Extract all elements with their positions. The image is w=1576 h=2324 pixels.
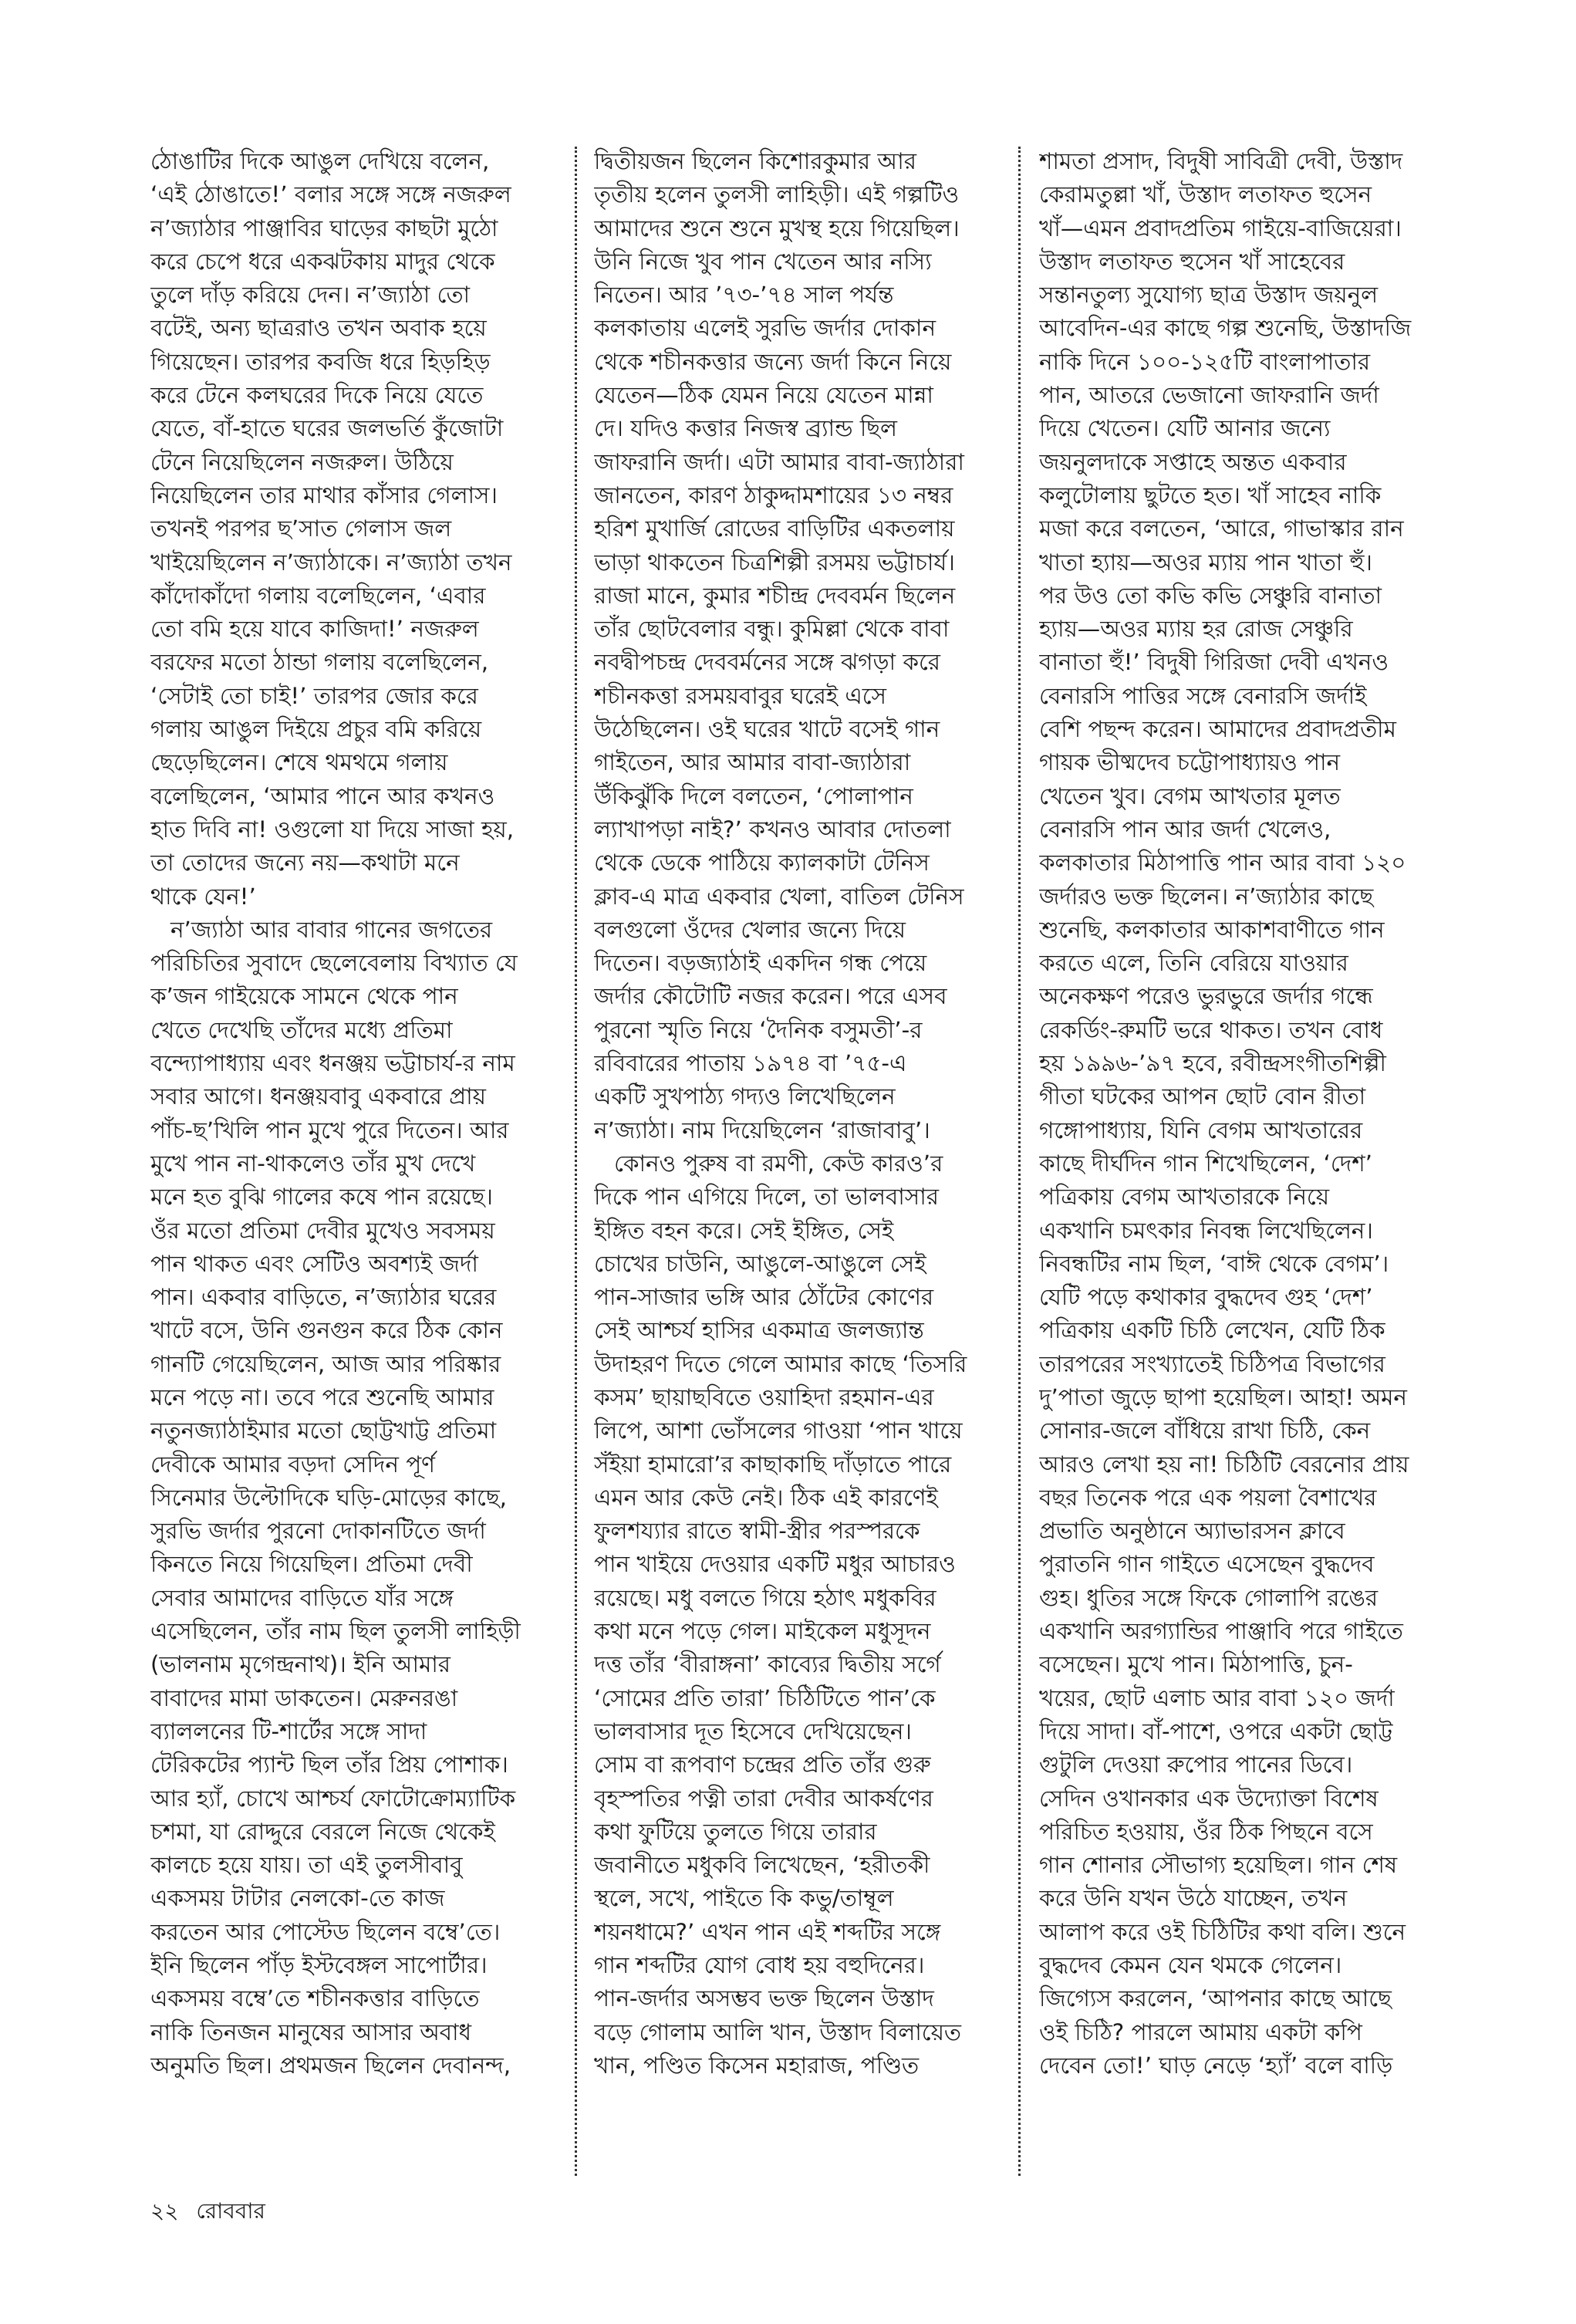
text-line: দেবেন তো!’ ঘাড় নেড়ে ‘হ্যাঁ’ বলে বাড়ি xyxy=(1039,2052,1393,2079)
text-line: একখানি অরগ্যান্ডির পাঞ্জাবি পরে গাইতে xyxy=(1039,1618,1403,1645)
text-line: টেনে নিয়েছিলেন নজরুল। উঠিয়ে xyxy=(150,448,454,475)
text-line: ব্যাললনের টি-শার্টের সঙ্গে সাদা xyxy=(150,1718,427,1745)
text-line: ‘এই ঠোঙাতে!’ বলার সঙ্গে সঙ্গে নজরুল xyxy=(150,181,511,208)
text-line: পর উও তো কভি কভি সেঞ্চুরি বানাতা xyxy=(1039,582,1382,609)
text-line: যেতেন—ঠিক যেমন নিয়ে যেতেন মান্না xyxy=(594,382,933,409)
text-line: কালচে হয়ে যায়। তা এই তুলসীবাবু xyxy=(150,1852,463,1879)
text-line: বেশি পছন্দ করেন। আমাদের প্রবাদপ্রতীম xyxy=(1039,716,1396,743)
text-line: গান শব্দটির যোগ বোধ হয় বহুদিনের। xyxy=(594,1952,925,1979)
text-column-2 xyxy=(594,145,1026,2082)
text-line: মনে পড়ে না। তবে পরে শুনেছি আমার xyxy=(150,1383,494,1410)
text-line: ওঁর মতো প্রতিমা দেবীর মুখেও সবসময় xyxy=(150,1217,495,1244)
text-line: নতুনজ্যাঠাইমার মতো ছোট্টখাট্ট প্রতিমা xyxy=(150,1417,497,1444)
text-line: (ভালনাম মৃগেন্দ্রনাথ)। ইনি আমার xyxy=(150,1651,451,1678)
text-line: মনে হত বুঝি গালের কষে পান রয়েছে। xyxy=(150,1184,493,1211)
text-line: খাতা হ্যায়—অওর ম্যায় পান খাতা হুঁ। xyxy=(1039,549,1372,576)
text-line: বেনারসি পাত্তির সঙ্গে বেনারসি জর্দাই xyxy=(1039,682,1367,709)
text-line: গলায় আঙুল দিইয়ে প্রচুর বমি করিয়ে xyxy=(150,716,482,743)
page-footer xyxy=(150,2196,276,2227)
text-line: ইঙ্গিত বহন করে। সেই ইঙ্গিত, সেই xyxy=(594,1217,894,1244)
text-line: জিগ্যেস করলেন, ‘আপনার কাছে আছে xyxy=(1039,1985,1392,2012)
text-line: জর্দারও ভক্ত ছিলেন। ন’জ্যাঠার কাছে xyxy=(1039,883,1374,910)
text-line: করতেন আর পোস্টেড ছিলেন বম্বে’তে। xyxy=(150,1918,501,1945)
text-line: গাইতেন, আর আমার বাবা-জ্যাঠারা xyxy=(594,749,911,776)
text-line: স্থলে, সখে, পাইতে কি কভু/তাম্বূল xyxy=(594,1885,894,1912)
text-line: বলগুলো ওঁদের খেলার জন্যে দিয়ে xyxy=(594,916,906,943)
text-line: একসময় টাটার নেলকো-তে কাজ xyxy=(150,1885,445,1912)
text-line: উস্তাদ লতাফত হুসেন খাঁ সাহেবের xyxy=(1039,248,1345,275)
magazine-name: রোববার xyxy=(196,2198,265,2224)
text-line: খেতেন খুব। বেগম আখতার মূলত xyxy=(1039,782,1341,809)
text-line: হয় ১৯৯৬-’৯৭ হবে, রবীন্দ্রসংগীতশিল্পী xyxy=(1039,1050,1386,1077)
text-line: তারপরের সংখ্যাতেই চিঠিপত্র বিভাগের xyxy=(1039,1350,1385,1377)
text-line: গুহ। ধুতির সঙ্গে ফিকে গোলাপি রঙের xyxy=(1039,1584,1378,1611)
text-line: খাটে বসে, উনি গুনগুন করে ঠিক কোন xyxy=(150,1317,503,1344)
text-line: গঙ্গোপাধ্যায়, যিনি বেগম আখতারের xyxy=(1039,1116,1363,1143)
text-line: দ্বিতীয়জন ছিলেন কিশোরকুমার আর xyxy=(594,148,916,174)
text-line: ন’জ্যাঠা। নাম দিয়েছিলেন ‘রাজাবাবু’। xyxy=(594,1116,930,1143)
text-line: মজা করে বলতেন, ‘আরে, গাভাস্কার রান xyxy=(1039,515,1404,542)
text-line: দত্ত তাঁর ‘বীরাঙ্গনা’ কাব্যের দ্বিতীয় সর্গে xyxy=(594,1651,941,1678)
text-line: পুরাতনি গান গাইতে এসেছেন বুদ্ধদেব xyxy=(1039,1551,1375,1578)
text-line: শচীনকত্তা রসময়বাবুর ঘরেই এসে xyxy=(594,682,886,709)
text-line: হাত দিবি না! ওগুলো যা দিয়ে সাজা হয়, xyxy=(150,816,515,843)
text-line: টেরিকটের প্যান্ট ছিল তাঁর প্রিয় পোশাক। xyxy=(150,1751,508,1778)
text-line: পান থাকত এবং সেটিও অবশ্যই জর্দা xyxy=(150,1250,478,1277)
text-line: বেনারসি পান আর জর্দা খেলেও, xyxy=(1039,816,1331,843)
text-line: পুরনো স্মৃতি নিয়ে ‘দৈনিক বসুমতী’-র xyxy=(594,1016,923,1043)
text-line: করে উনি যখন উঠে যাচ্ছেন, তখন xyxy=(1039,1885,1348,1912)
column-divider xyxy=(1018,147,1021,2176)
text-line: উঁকিঝুঁকি দিলে বলতেন, ‘পোলাপান xyxy=(594,782,913,809)
text-line: দেবীকে আমার বড়দা সেদিন পূর্ণ xyxy=(150,1451,435,1478)
text-line: ‘সোমের প্রতি তারা’ চিঠিটিতে পান’কে xyxy=(594,1684,936,1711)
text-line: রেকর্ডিং-রুমটি ভরে থাকত। তখন বোধ xyxy=(1039,1016,1383,1043)
text-line: বসেছেন। মুখে পান। মিঠাপাত্তি, চুন- xyxy=(1039,1651,1353,1678)
text-line: জয়নুলদাকে সপ্তাহে অন্তত একবার xyxy=(1039,448,1347,475)
text-line: ছেড়েছিলেন। শেষে থমথমে গলায় xyxy=(150,749,448,776)
text-line: ইনি ছিলেন পাঁড় ইস্টবেঙ্গল সাপোর্টার। xyxy=(150,1952,488,1979)
text-line: কলকাতায় এলেই সুরভি জর্দার দোকান xyxy=(594,315,936,342)
text-line: খান, পণ্ডিত কিসেন মহারাজ, পণ্ডিত xyxy=(594,2052,920,2079)
text-line: দিতেন। বড়জ্যাঠাই একদিন গন্ধ পেয়ে xyxy=(594,950,927,977)
text-line: ভালবাসার দূত হিসেবে দেখিয়েছেন। xyxy=(594,1718,912,1745)
text-line: ঠোঙাটির দিকে আঙুল দেখিয়ে বলেন, xyxy=(150,148,490,174)
text-line: তুলে দাঁড় করিয়ে দেন। ন’জ্যাঠা তো xyxy=(150,282,471,309)
text-line: ক’জন গাইয়েকে সামনে থেকে পান xyxy=(150,983,458,1010)
text-line: কাছে দীর্ঘদিন গান শিখেছিলেন, ‘দেশ’ xyxy=(1039,1150,1372,1177)
text-line: সঁইয়া হামারো’র কাছাকাছি দাঁড়াতে পারে xyxy=(594,1451,952,1478)
text-line: ওই চিঠি? পারলে আমায় একটা কপি xyxy=(1039,2018,1362,2045)
text-line: কলুটোলায় ছুটতে হত। খাঁ সাহেব নাকি xyxy=(1039,481,1382,508)
text-line: খাইয়েছিলেন ন’জ্যাঠাকে। ন’জ্যাঠা তখন xyxy=(150,549,512,576)
text-line: হ্যায়—অওর ম্যায় হর রোজ সেঞ্চুরি xyxy=(1039,616,1353,643)
text-line: খাঁ—এমন প্রবাদপ্রতিম গাইয়ে-বাজিয়েরা। xyxy=(1039,214,1402,242)
text-line: লিপে, আশা ভোঁসলের গাওয়া ‘পান খায়ে xyxy=(594,1417,963,1444)
text-line: বছর তিনেক পরে এক পয়লা বৈশাখের xyxy=(1039,1484,1377,1511)
text-line: গান শোনার সৌভাগ্য হয়েছিল। গান শেষ xyxy=(1039,1852,1398,1879)
text-line: পান, আতরে ভেজানো জাফরানি জর্দা xyxy=(1039,382,1379,409)
text-line: কলকাতার মিঠাপাত্তি পান আর বাবা ১২০ xyxy=(1039,850,1406,877)
text-line: বুদ্ধদেব কেমন যেন থমকে গেলেন। xyxy=(1039,1952,1342,1979)
text-line: পরিচিত হওয়ায়, ওঁর ঠিক পিছনে বসে xyxy=(1039,1818,1373,1845)
text-line: গুটুলি দেওয়া রুপোর পানের ডিবে। xyxy=(1039,1751,1353,1778)
text-line: জবানীতে মধুকবি লিখেছেন, ‘হরীতকী xyxy=(594,1852,930,1879)
text-line: চশমা, যা রোদ্দুরে বেরলে নিজে থেকেই xyxy=(150,1818,495,1845)
text-line: নিবন্ধটির নাম ছিল, ‘বাঈ থেকে বেগম’। xyxy=(1039,1250,1389,1277)
text-column-3 xyxy=(1039,145,1471,2082)
text-line: যেতে, বাঁ-হাতে ঘরের জলভর্তি কুঁজোটা xyxy=(150,415,504,442)
text-line: তৃতীয় হলেন তুলসী লাহিড়ী। এই গল্পটিও xyxy=(594,181,960,208)
text-line: কাঁদোকাঁদো গলায় বলেছিলেন, ‘এবার xyxy=(150,582,486,609)
text-line: বৃহস্পতির পত্নী তারা দেবীর আকর্ষণের xyxy=(594,1785,933,1812)
text-line: গানটি গেয়েছিলেন, আজ আর পরিষ্কার xyxy=(150,1350,501,1377)
text-line: ল্যাখাপড়া নাই?’ কখনও আবার দোতলা xyxy=(594,816,951,843)
text-line: পান-সাজার ভঙ্গি আর ঠোঁটের কোণের xyxy=(594,1284,934,1311)
text-line: তো বমি হয়ে যাবে কাজিদা!’ নজরুল xyxy=(150,616,479,643)
text-line: খেতে দেখেছি তাঁদের মধ্যে প্রতিমা xyxy=(150,1016,453,1043)
text-line: দু’পাতা জুড়ে ছাপা হয়েছিল। আহা! অমন xyxy=(1039,1383,1407,1410)
text-line: উনি নিজে খুব পান খেতেন আর নস্যি xyxy=(594,248,932,275)
text-line: নিয়েছিলেন তার মাথার কাঁসার গেলাস। xyxy=(150,481,498,508)
text-line: গায়ক ভীষ্মদেব চট্টোপাধ্যায়ও পান xyxy=(1039,749,1341,776)
column-divider xyxy=(575,147,577,2176)
text-line: বলেছিলেন, ‘আমার পানে আর কখনও xyxy=(150,782,495,809)
page-number: ২২ xyxy=(150,2198,179,2224)
text-line: আলাপ করে ওই চিঠিটির কথা বলি। শুনে xyxy=(1039,1918,1406,1945)
text-line: একসময় বম্বে’তে শচীনকত্তার বাড়িতে xyxy=(150,1985,480,2012)
text-line: বন্দ্যোপাধ্যায় এবং ধনঞ্জয় ভট্টাচার্য-র নাম xyxy=(150,1050,515,1077)
text-line: দিয়ে খেতেন। যেটি আনার জন্যে xyxy=(1039,415,1331,442)
text-line: নবদ্বীপচন্দ্র দেববর্মনের সঙ্গে ঝগড়া করে xyxy=(594,649,940,676)
text-line: রয়েছে। মধু বলতে গিয়ে হঠাৎ মধুকবির xyxy=(594,1584,936,1611)
text-line: বানাতা হুঁ!’ বিদুষী গিরিজা দেবী এখনও xyxy=(1039,649,1389,676)
text-line: দিয়ে সাদা। বাঁ-পাশে, ওপরে একটা ছোট্ট xyxy=(1039,1718,1393,1745)
text-line: সন্তানতুল্য সুযোগ্য ছাত্র উস্তাদ জয়নুল xyxy=(1039,282,1379,309)
text-line: পরিচিতির সুবাদে ছেলেবেলায় বিখ্যাত যে xyxy=(150,950,518,977)
text-line: থেকে ডেকে পাঠিয়ে ক্যালকাটা টেনিস xyxy=(594,850,930,877)
text-line: শয়নধামে?’ এখন পান এই শব্দটির সঙ্গে xyxy=(594,1918,941,1945)
text-line: দে। যদিও কত্তার নিজস্ব ব্র্যান্ড ছিল xyxy=(594,415,897,442)
text-line: কিনতে নিয়ে গিয়েছিল। প্রতিমা দেবী xyxy=(150,1551,473,1578)
text-line: থাকে যেন!’ xyxy=(150,883,256,910)
text-line: বটেই, অন্য ছাত্ররাও তখন অবাক হয়ে xyxy=(150,315,487,342)
text-line: উঠেছিলেন। ওই ঘরের খাটে বসেই গান xyxy=(594,716,940,743)
text-line: নাকি দিনে ১০০-১২৫টি বাংলাপাতার xyxy=(1039,348,1371,375)
text-line: কসম’ ছায়াছবিতে ওয়াহিদা রহমান-এর xyxy=(594,1383,934,1410)
text-line: সুরভি জর্দার পুরনো দোকানটিতে জর্দা xyxy=(150,1518,486,1545)
text-line: করে টেনে কলঘরের দিকে নিয়ে যেতে xyxy=(150,382,484,409)
text-line: গিয়েছেন। তারপর কবজি ধরে হিড়হিড় xyxy=(150,348,491,375)
text-line: আবেদিন-এর কাছে গল্প শুনেছি, উস্তাদজি xyxy=(1039,315,1412,342)
text-line: তাঁর ছোটবেলার বন্ধু। কুমিল্লা থেকে বাবা xyxy=(594,616,950,643)
text-line: প্রভাতি অনুষ্ঠানে অ্যাভারসন ক্লাবে xyxy=(1039,1518,1345,1545)
text-line: পান-জর্দার অসম্ভব ভক্ত ছিলেন উস্তাদ xyxy=(594,1985,934,2012)
text-line: যেটি পড়ে কথাকার বুদ্ধদেব গুহ ‘দেশ’ xyxy=(1039,1284,1373,1311)
text-line: তা তোদের জন্যে নয়—কথাটা মনে xyxy=(150,850,460,877)
text-line: সেই আশ্চর্য হাসির একমাত্র জলজ্যান্ত xyxy=(594,1317,924,1344)
text-line: গীতা ঘটকের আপন ছোট বোন রীতা xyxy=(1039,1083,1366,1110)
text-line: থেকে শচীনকত্তার জন্যে জর্দা কিনে নিয়ে xyxy=(594,348,952,375)
text-line: একখানি চমৎকার নিবন্ধ লিখেছিলেন। xyxy=(1039,1217,1373,1244)
text-line: করতে এলে, তিনি বেরিয়ে যাওয়ার xyxy=(1039,950,1348,977)
text-line: অনেকক্ষণ পরেও ভুরভুরে জর্দার গন্ধে xyxy=(1039,983,1373,1010)
text-line: অনুমতি ছিল। প্রথমজন ছিলেন দেবানন্দ, xyxy=(150,2052,511,2079)
text-line: বরফের মতো ঠান্ডা গলায় বলেছিলেন, xyxy=(150,649,489,676)
text-line: নাকি তিনজন মানুষের আসার অবাধ xyxy=(150,2018,472,2045)
text-line: সবার আগে। ধনঞ্জয়বাবু একবারে প্রায় xyxy=(150,1083,486,1110)
text-line: নিতেন। আর ’৭৩-’৭৪ সাল পর্যন্ত xyxy=(594,282,894,309)
text-line: সিনেমার উল্টোদিকে ঘড়ি-মোড়ের কাছে, xyxy=(150,1484,507,1511)
text-line: করে চেপে ধরে একঝটকায় মাদুর থেকে xyxy=(150,248,495,275)
text-line: আরও লেখা হয় না! চিঠিটি বেরনোর প্রায় xyxy=(1039,1451,1409,1478)
text-line: এমন আর কেউ নেই। ঠিক এই কারণেই xyxy=(594,1484,938,1511)
text-line: চোখের চাউনি, আঙুলে-আঙুলে সেই xyxy=(594,1250,926,1277)
text-line: ন’জ্যাঠা আর বাবার গানের জগতের xyxy=(170,916,493,943)
text-line: এসেছিলেন, তাঁর নাম ছিল তুলসী লাহিড়ী xyxy=(150,1618,521,1645)
text-line: পান। একবার বাড়িতে, ন’জ্যাঠার ঘরের xyxy=(150,1284,497,1311)
text-line: হরিশ মুখার্জি রোডের বাড়িটির একতলায় xyxy=(594,515,955,542)
text-line: কথা ফুটিয়ে তুলতে গিয়ে তারার xyxy=(594,1818,877,1845)
text-line: ‘সেটাই তো চাই!’ তারপর জোর করে xyxy=(150,682,478,709)
text-line: একটি সুখপাঠ্য গদ্যও লিখেছিলেন xyxy=(594,1083,896,1110)
text-line: বাবাদের মামা ডাকতেন। মেরুনরঙা xyxy=(150,1684,458,1711)
text-line: সেবার আমাদের বাড়িতে যাঁর সঙ্গে xyxy=(150,1584,454,1611)
text-line: আর হ্যাঁ, চোখে আশ্চর্য ফোটোক্রোম্যাটিক xyxy=(150,1785,516,1812)
text-line: দিকে পান এগিয়ে দিলে, তা ভালবাসার xyxy=(594,1184,939,1211)
text-line: পান খাইয়ে দেওয়ার একটি মধুর আচারও xyxy=(594,1551,956,1578)
text-line: শামতা প্রসাদ, বিদুষী সাবিত্রী দেবী, উস্তাদ xyxy=(1039,148,1403,174)
text-line: জাফরানি জর্দা। এটা আমার বাবা-জ্যাঠারা xyxy=(594,448,964,475)
text-line: পাঁচ-ছ’খিলি পান মুখে পুরে দিতেন। আর xyxy=(150,1116,509,1143)
text-line: ভাড়া থাকতেন চিত্রশিল্পী রসময় ভট্টাচার্য। xyxy=(594,549,955,576)
text-line: উদাহরণ দিতে গেলে আমার কাছে ‘তিসরি xyxy=(594,1350,967,1377)
text-line: জর্দার কৌটোটি নজর করেন। পরে এসব xyxy=(594,983,947,1010)
text-line: আমাদের শুনে শুনে মুখস্থ হয়ে গিয়েছিল। xyxy=(594,214,960,242)
text-line: সেদিন ওখানকার এক উদ্যোক্তা বিশেষ xyxy=(1039,1785,1379,1812)
text-line: কেরামতুল্লা খাঁ, উস্তাদ লতাফত হুসেন xyxy=(1039,181,1372,208)
text-line: তখনই পরপর ছ’সাত গেলাস জল xyxy=(150,515,452,542)
text-line: রবিবারের পাতায় ১৯৭৪ বা ’৭৫-এ xyxy=(594,1050,907,1077)
text-line: কোনও পুরুষ বা রমণী, কেউ কারও’র xyxy=(614,1150,943,1177)
text-line: ন’জ্যাঠার পাঞ্জাবির ঘাড়ের কাছটা মুঠো xyxy=(150,214,498,242)
text-line: সোম বা রূপবাণ চন্দ্রের প্রতি তাঁর গুরু xyxy=(594,1751,931,1778)
text-line: কথা মনে পড়ে গেল। মাইকেল মধুসূদন xyxy=(594,1618,931,1645)
text-line: ফুলশয্যার রাতে স্বামী-স্ত্রীর পরস্পরকে xyxy=(594,1518,920,1545)
text-line: পত্রিকায় বেগম আখতারকে নিয়ে xyxy=(1039,1184,1330,1211)
text-line: জানতেন, কারণ ঠাকুদ্দামশায়ের ১৩ নম্বর xyxy=(594,481,953,508)
text-line: ক্লাব-এ মাত্র একবার খেলা, বাতিল টেনিস xyxy=(594,883,964,910)
text-line: খয়ের, ছোট এলাচ আর বাবা ১২০ জর্দা xyxy=(1039,1684,1395,1711)
text-line: শুনেছি, কলকাতার আকাশবাণীতে গান xyxy=(1039,916,1385,943)
text-line: মুখে পান না-থাকলেও তাঁর মুখ দেখে xyxy=(150,1150,476,1177)
text-line: বড়ে গোলাম আলি খান, উস্তাদ বিলায়েত xyxy=(594,2018,961,2045)
text-column-1 xyxy=(150,145,582,2082)
text-line: সোনার-জলে বাঁধিয়ে রাখা চিঠি, কেন xyxy=(1039,1417,1371,1444)
text-line: পত্রিকায় একটি চিঠি লেখেন, যেটি ঠিক xyxy=(1039,1317,1385,1344)
text-line: রাজা মানে, কুমার শচীন্দ্র দেববর্মন ছিলেন xyxy=(594,582,956,609)
